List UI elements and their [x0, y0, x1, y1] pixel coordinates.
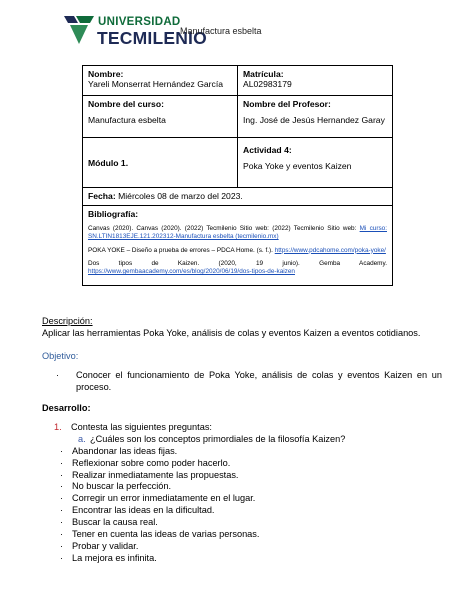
answer-bullet: ·	[60, 517, 64, 528]
student-info-table	[82, 65, 393, 286]
answer-bullet: ·	[60, 505, 64, 516]
question-1a-letter: a.	[78, 433, 86, 444]
descripcion-text: Aplicar las herramientas Poka Yoke, análisis de colas y eventos Kaizen a eventos cotidianos.	[42, 327, 421, 338]
answer-text: Encontrar las ideas en la dificultad.	[72, 505, 215, 516]
bib-entry-2-link[interactable]: https://www.pdcahome.com/poka-yoke/	[274, 246, 386, 254]
question-1-number: 1.	[54, 421, 62, 432]
actividad-cell	[238, 138, 393, 188]
modulo-cell	[83, 138, 238, 188]
matricula-value: AL02983179	[243, 79, 292, 89]
objetivo-text: Conocer el funcionamiento de Poka Yoke, análisis de colas y eventos Kaizen en un proceso.	[76, 369, 442, 392]
bibliografia-cell	[83, 206, 393, 286]
descripcion-heading: Descripción:	[42, 316, 93, 326]
fecha-label: Fecha:	[88, 191, 116, 201]
answer-item	[60, 493, 442, 505]
answer-text: Realizar inmediatamente las propuestas.	[72, 469, 239, 480]
bib-entry-3-text: Dos tipos de Kaizen. (2020, 19 junio). Gemba Academy.	[88, 259, 387, 267]
logo-university-text: UNIVERSIDAD	[98, 16, 181, 28]
tecmilenio-emblem-icon	[62, 14, 96, 46]
answer-bullet: ·	[60, 493, 64, 504]
answer-bullet: ·	[60, 445, 64, 456]
answer-text: Probar y validar.	[72, 541, 139, 552]
answer-text: Corregir un error inmediatamente en el lugar.	[72, 493, 256, 504]
answer-bullet: ·	[60, 553, 64, 564]
curso-label: Nombre del curso:	[88, 99, 164, 109]
logo-tecmilenio-text: TECMILENIO	[97, 28, 207, 48]
bib-entry-2	[88, 247, 387, 255]
matricula-cell	[238, 66, 393, 96]
fecha-value: Miércoles 08 de marzo del 2023.	[118, 191, 243, 201]
profesor-value: Ing. José de Jesús Hernandez Garay	[243, 115, 385, 125]
bibliografia-label: Bibliografía:	[88, 209, 139, 219]
answer-text: Tener en cuenta las ideas de varias personas.	[72, 529, 260, 540]
answer-item	[60, 481, 442, 493]
answer-item	[60, 470, 442, 482]
answer-item	[60, 446, 442, 458]
answer-text: La mejora es infinita.	[72, 553, 157, 564]
answer-text: Reflexionar sobre como poder hacerlo.	[72, 457, 231, 468]
profesor-label: Nombre del Profesor:	[243, 99, 331, 109]
answer-item	[60, 458, 442, 470]
document-body	[42, 316, 442, 565]
modulo-label: Módulo 1.	[88, 157, 129, 168]
bib-entry-2-text: POKA YOKE – Diseño a prueba de errores – PDCA Home. (s. f.).	[88, 246, 275, 254]
answer-item	[60, 541, 442, 553]
question-1a	[78, 434, 442, 446]
nombre-cell	[83, 66, 238, 96]
nombre-value: Yareli Monserrat Hernández García	[88, 79, 224, 89]
answer-text: Abandonar las ideas fijas.	[72, 445, 178, 456]
answer-text: No buscar la perfección.	[72, 481, 172, 492]
objetivo-item	[56, 370, 442, 394]
answer-bullet: ·	[60, 457, 64, 468]
answer-bullet: ·	[60, 529, 64, 540]
answer-item	[60, 505, 442, 517]
header-document-name: Manufactura esbelta	[180, 26, 262, 36]
answer-item	[60, 529, 442, 541]
bib-entry-1-text: Canvas (2020). Canvas (2020). (2022) Tecmilenio Sitio web: (2022) Tecmilenio Sitio web:	[88, 225, 360, 232]
answer-item	[60, 553, 442, 565]
bib-entry-1-link[interactable]: Mi curso: SN.LTIN1813EJE.121.202312-Manufactura esbelta (tecmilenio.mx)	[88, 225, 387, 241]
actividad-label: Actividad 4:	[243, 145, 292, 155]
bib-entry-3	[88, 260, 387, 277]
objetivo-bullet: ·	[56, 369, 60, 380]
curso-value: Manufactura esbelta	[88, 115, 166, 125]
curso-cell	[83, 96, 238, 138]
question-1a-text: ¿Cuáles son los conceptos primordiales de la filosofía Kaizen?	[90, 433, 346, 444]
answer-bullet: ·	[60, 481, 64, 492]
fecha-cell	[83, 188, 393, 206]
desarrollo-heading: Desarrollo:	[42, 402, 91, 413]
question-1	[54, 422, 442, 434]
nombre-label: Nombre:	[88, 69, 124, 79]
answer-list	[42, 446, 442, 566]
bib-entry-3-link[interactable]: https://www.gembaacademy.com/es/blog/2020/06/19/dos-tipos-de-kaizen	[88, 268, 295, 276]
bib-entry-1	[88, 225, 387, 242]
question-1-text: Contesta las siguientes preguntas:	[71, 421, 212, 432]
actividad-value: Poka Yoke y eventos Kaizen	[243, 161, 352, 171]
objetivo-heading: Objetivo:	[42, 350, 79, 361]
matricula-label: Matrícula:	[243, 69, 284, 79]
answer-bullet: ·	[60, 541, 64, 552]
profesor-cell	[238, 96, 393, 138]
answer-bullet: ·	[60, 469, 64, 480]
answer-text: Buscar la causa real.	[72, 517, 158, 528]
answer-item	[60, 517, 442, 529]
